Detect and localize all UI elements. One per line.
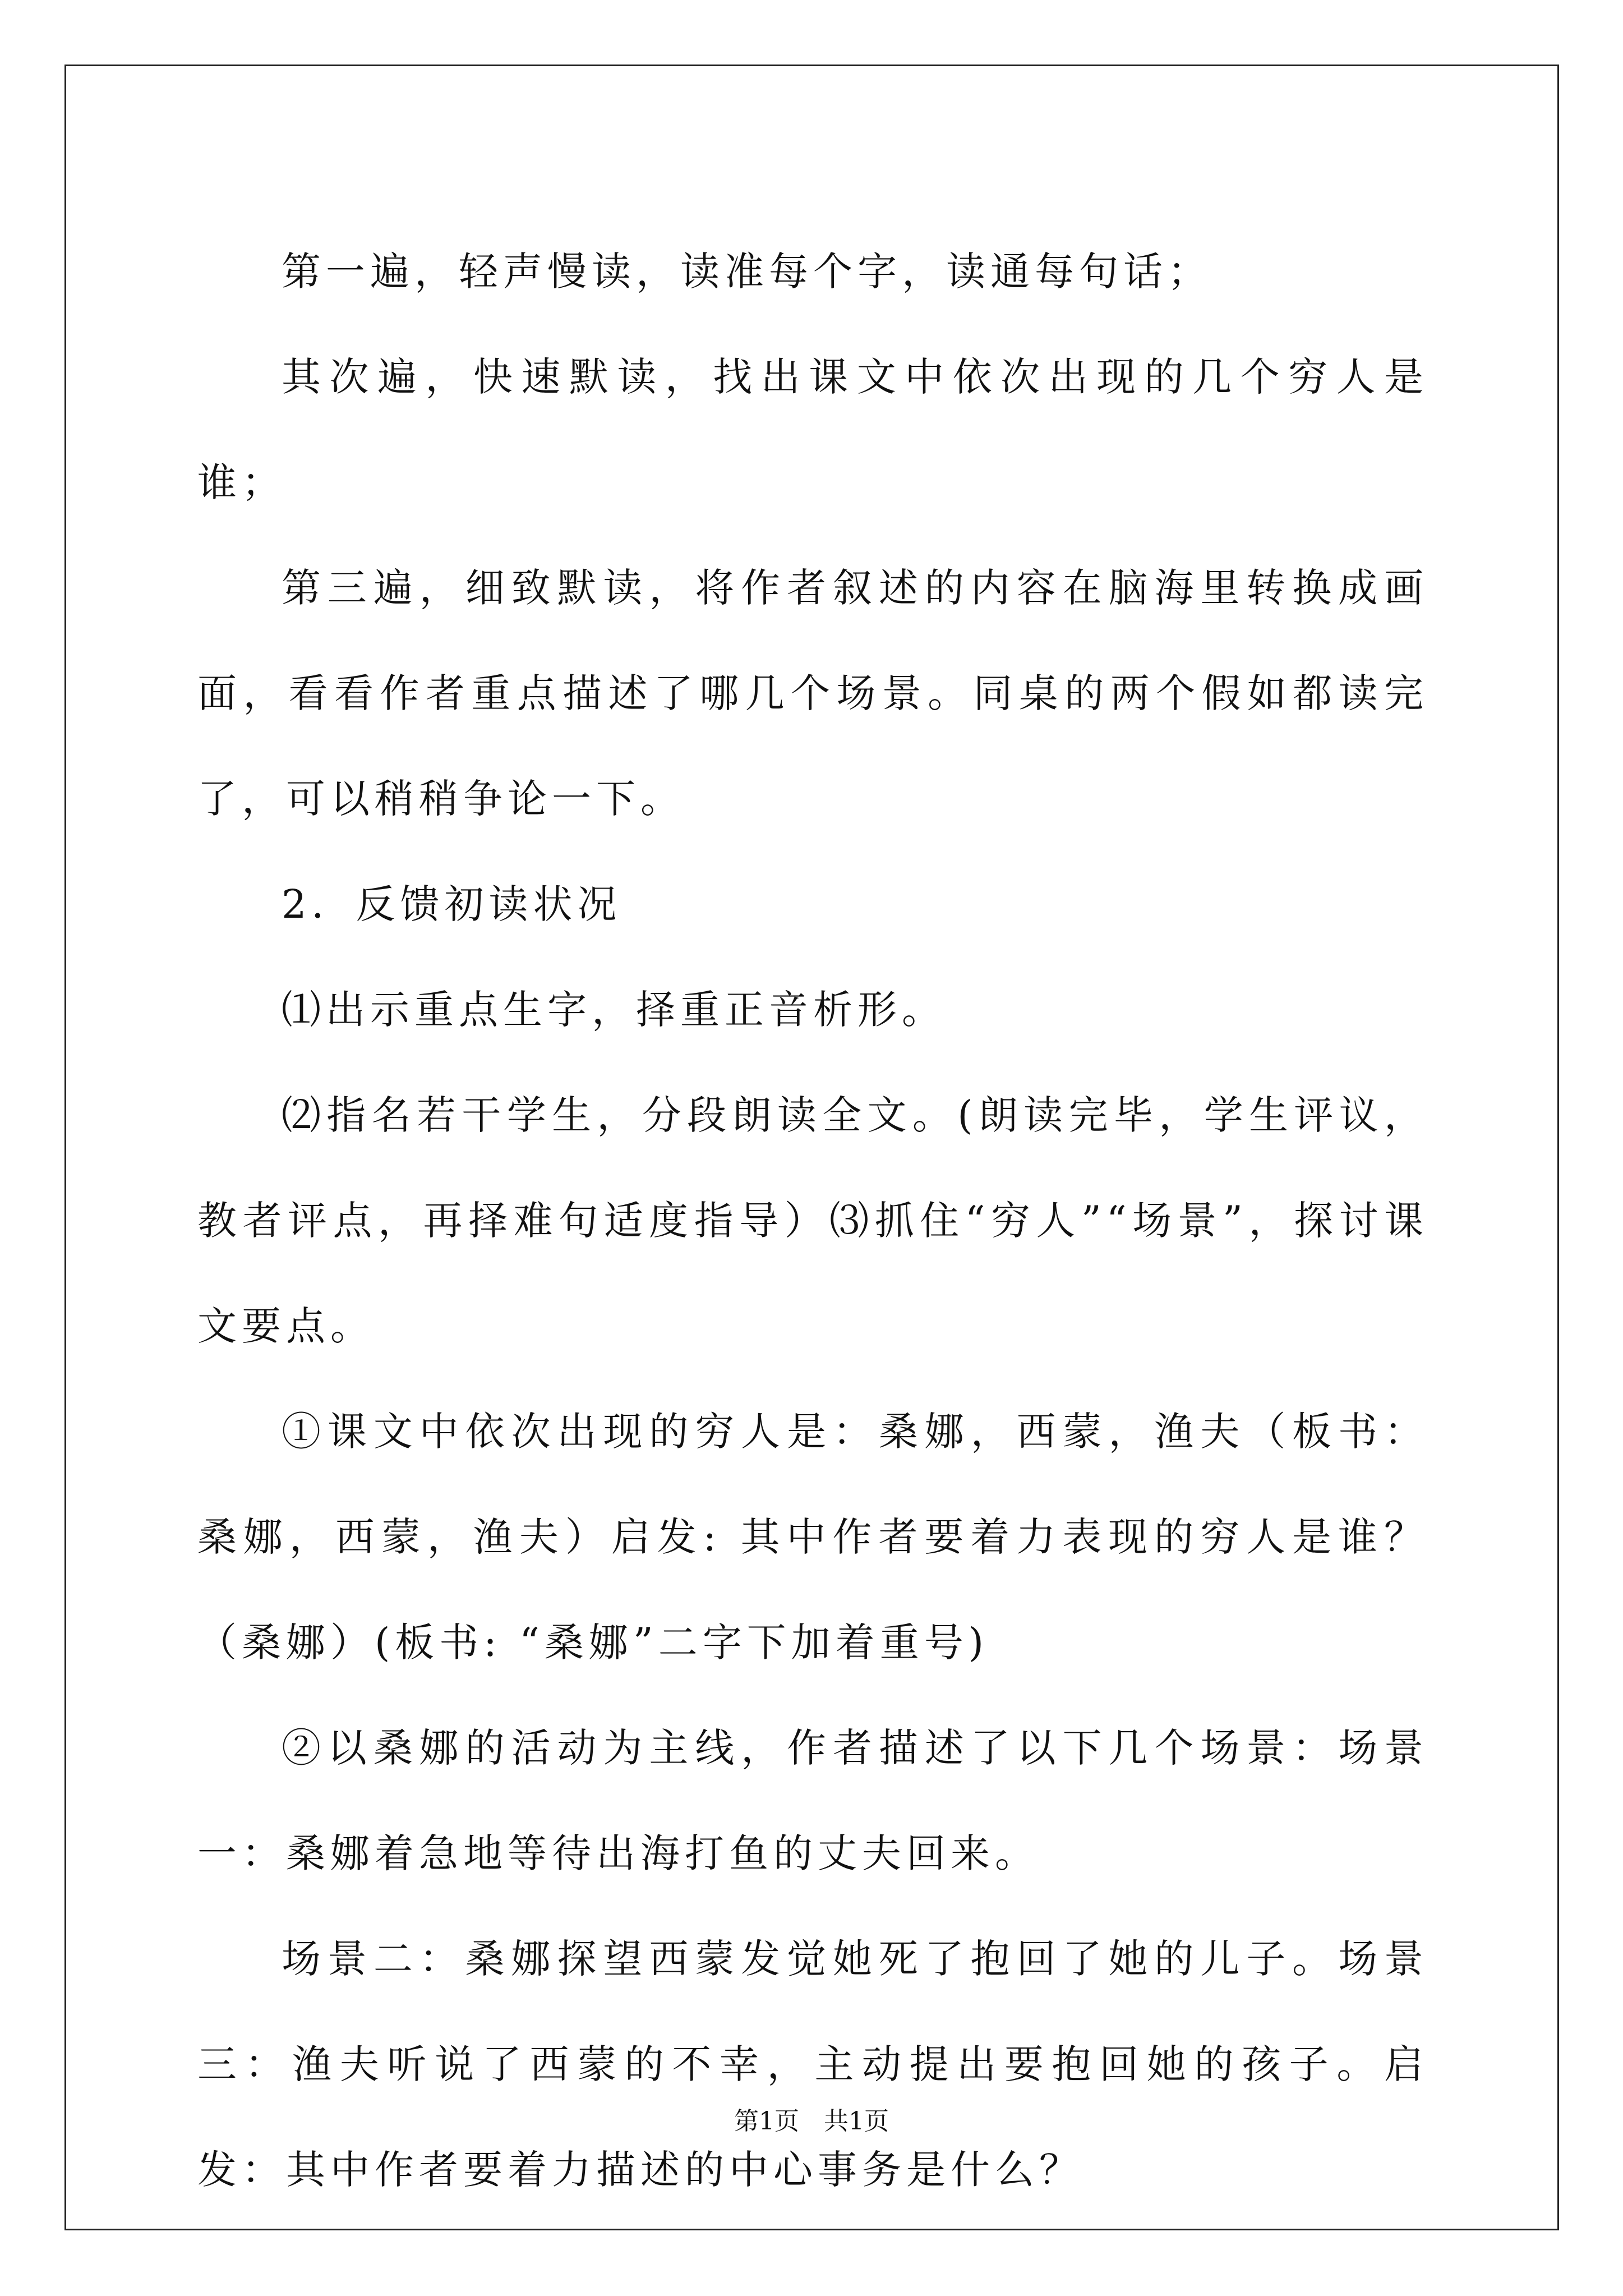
paragraph-scenes: ②以桑娜的活动为主线，作者描述了以下几个场景：场景一：桑娜着急地等待出海打鱼的丈夫回来。	[197, 1725, 1428, 1876]
paragraph-third-read: 第三遍，细致默读，将作者叙述的内容在脑海里转换成画面，看看作者重点描述了哪几个场景。同桌的两个假如都读完了，可以稍稍争论一下。	[197, 565, 1428, 822]
paragraph-step-2: ⑵指名若干学生，分段朗读全文。(朗读完毕，学生评议，教者评点，再择难句适度指导）⑶抓住“穷人”“场景”，探讨课文要点。	[197, 1092, 1428, 1349]
page-number-footer: 第1页 共1页	[734, 2107, 889, 2136]
paragraph-first-read: 第一遍，轻声慢读，读准每个字，读通每句话；	[282, 249, 1212, 295]
paragraph-poor-people: ①课文中依次出现的穷人是：桑娜，西蒙，渔夫（板书：桑娜，西蒙，渔夫）启发: 其中作者要着力表现的穷人是谁？（桑娜）(板书: “桑娜”二字下加着重号)	[197, 1409, 1428, 1665]
paragraph-second-read: 其次遍，快速默读，找出课文中依次出现的几个穷人是谁；	[197, 354, 1428, 505]
paragraph-scene-two-three: 场景二：桑娜探望西蒙发觉她死了抱回了她的儿子。场景三：渔夫听说了西蒙的不幸，主动提出要抱回她的孩子。启发：其中作者要着力描述的中心事务是什么？	[197, 1936, 1428, 2193]
paragraph-step-1: ⑴出示重点生字，择重正音析形。	[282, 987, 946, 1033]
document-body	[197, 219, 1428, 2223]
section-heading-feedback: 2．反馈初读状况	[282, 881, 622, 927]
